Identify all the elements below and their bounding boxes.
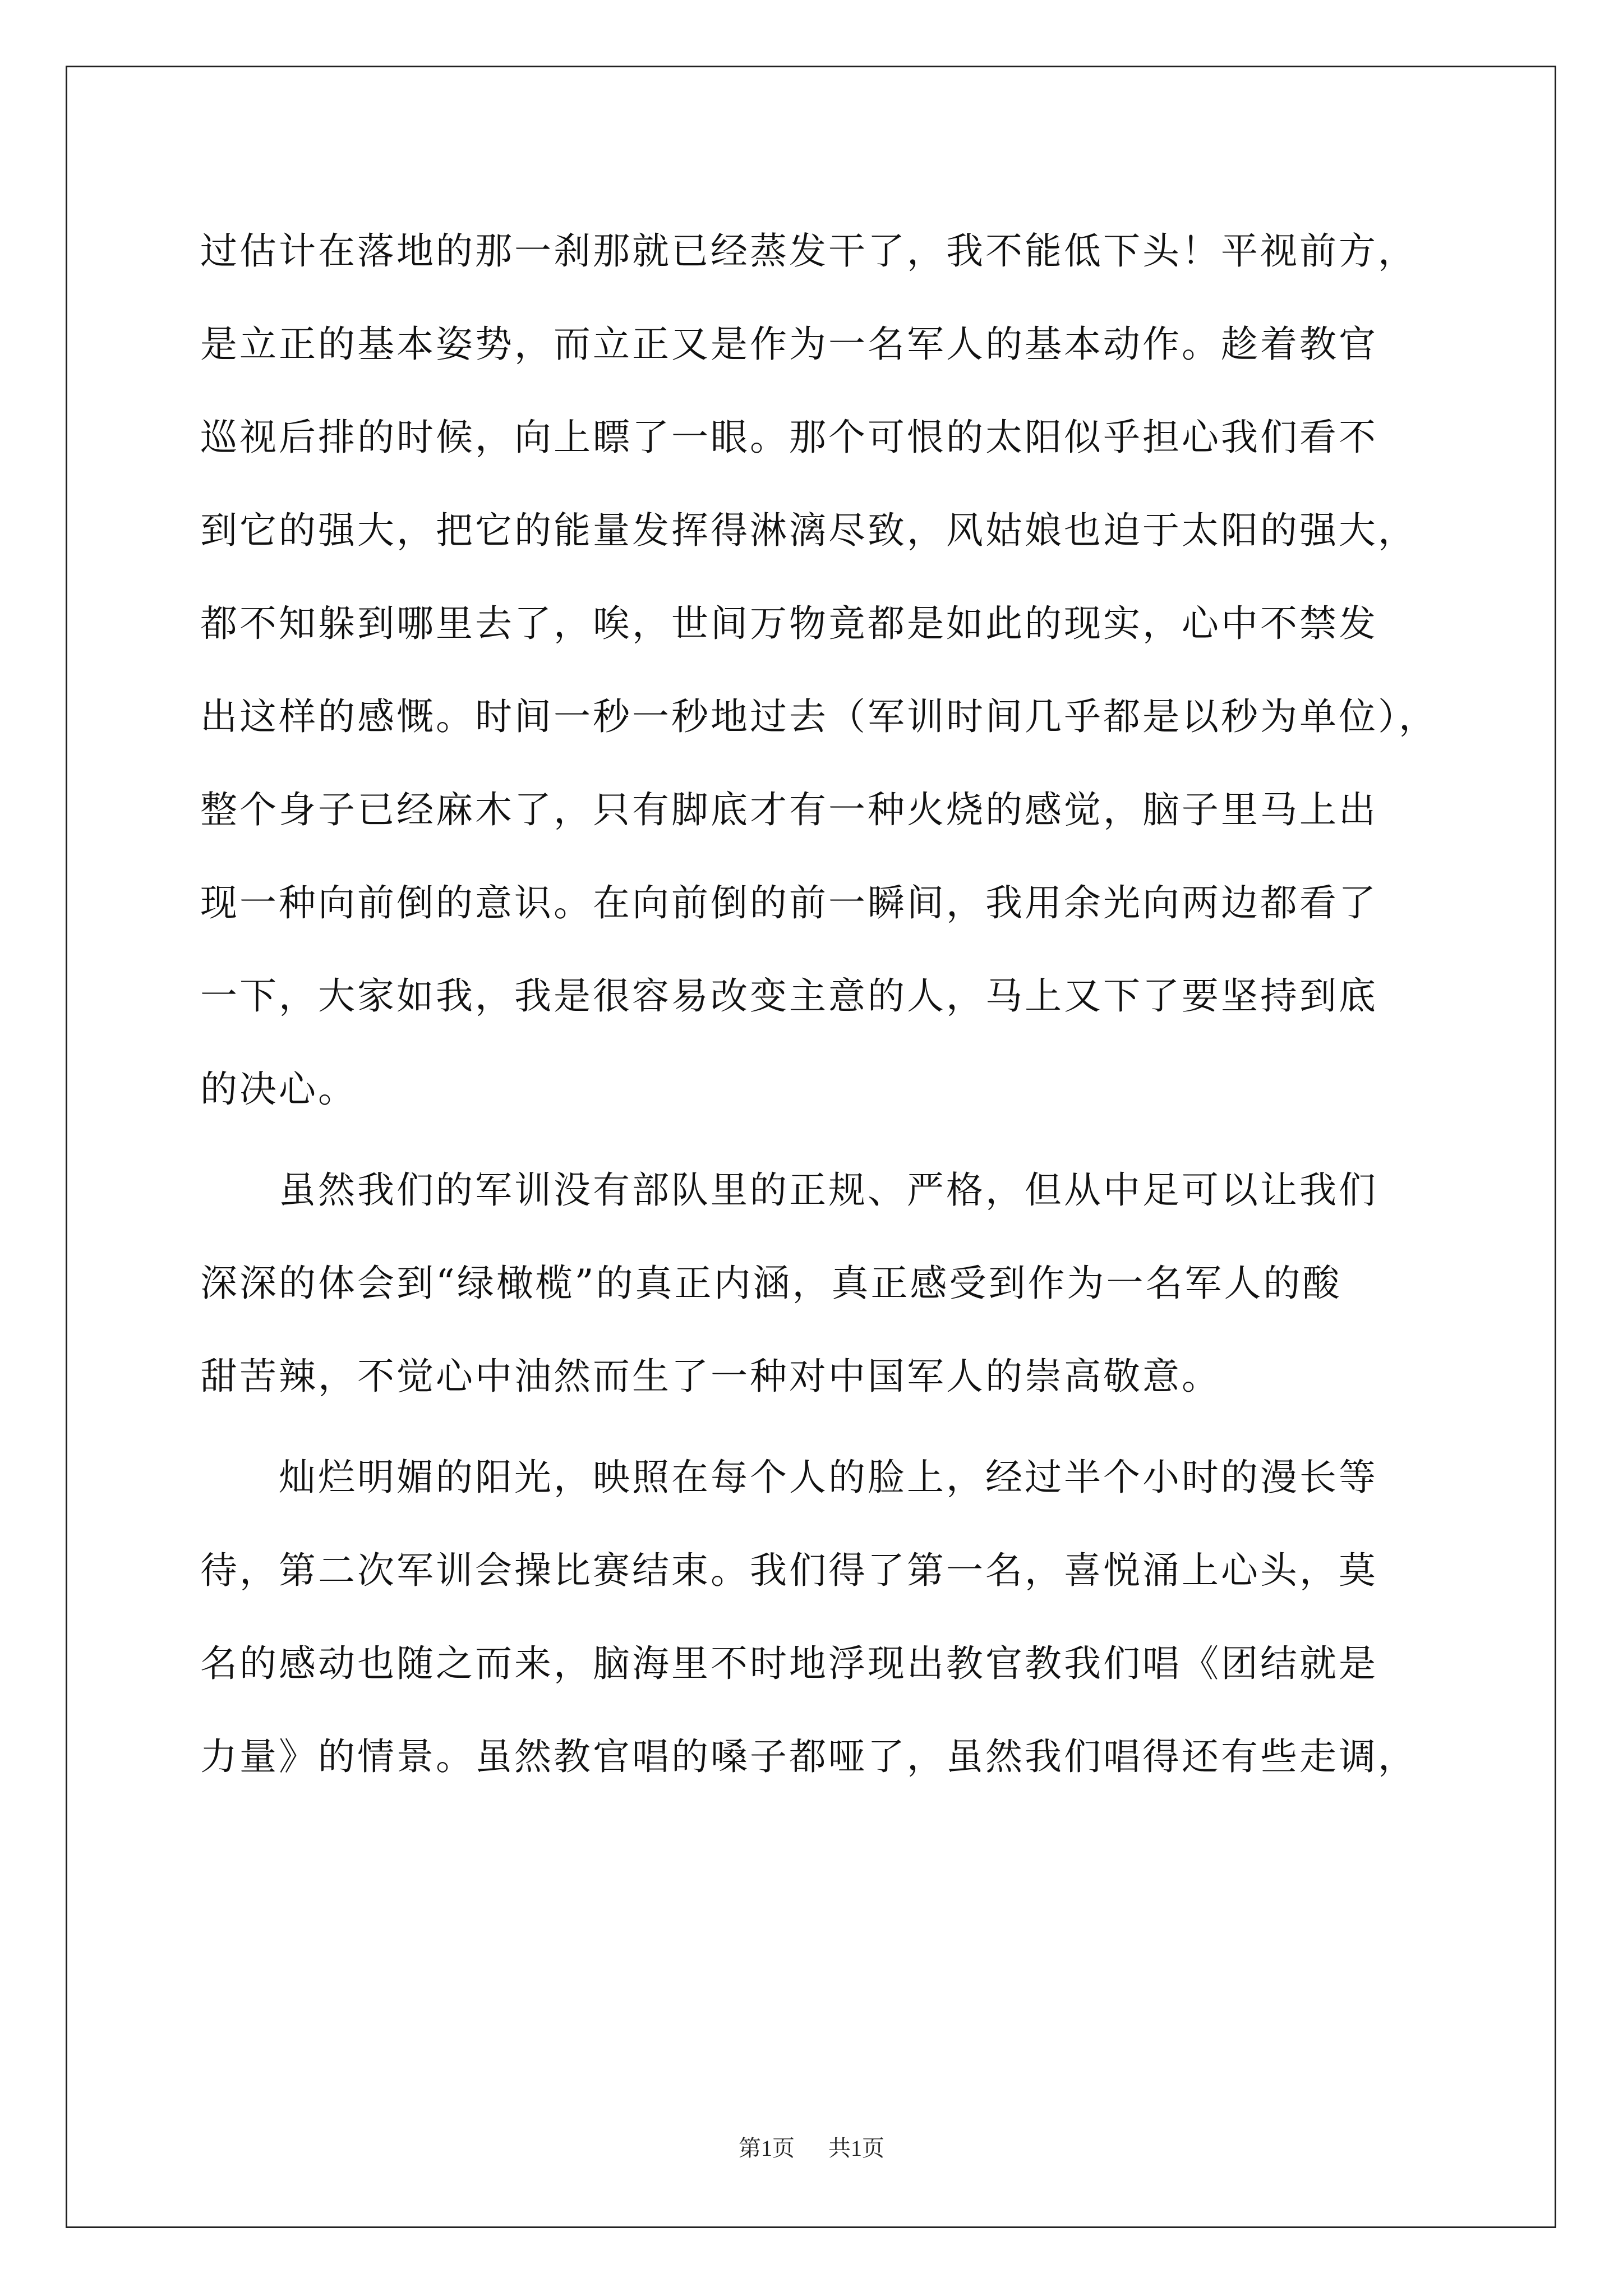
text-line: 出这样的感慨。时间一秒一秒地过去（军训时间几乎都是以秒为单位）， <box>200 695 1438 738</box>
page-number: 第1页 <box>739 2136 795 2161</box>
page-footer <box>0 2132 1623 2165</box>
text-line: 到它的强大，把它的能量发挥得淋漓尽致，风姑娘也迫于太阳的强大， <box>200 509 1417 552</box>
text-line: 待，第二次军训会操比赛结束。我们得了第一名，喜悦涌上心头，莫 <box>200 1549 1378 1592</box>
text-line: 整个身子已经麻木了，只有脚底才有一种火烧的感觉，脑子里马上出 <box>200 788 1378 831</box>
text-line: 都不知躲到哪里去了，唉，世间万物竟都是如此的现实，心中不禁发 <box>200 602 1378 645</box>
text-line: 过估计在落地的那一刹那就已经蒸发干了，我不能低下头！平视前方， <box>200 229 1417 273</box>
text-line: 虽然我们的军训没有部队里的正规、严格，但从中足可以让我们 <box>200 1168 1378 1212</box>
page-total: 共1页 <box>828 2136 884 2161</box>
text-line: 力量》的情景。虽然教官唱的嗓子都哑了，虽然我们唱得还有些走调， <box>200 1735 1417 1778</box>
text-line: 名的感动也随之而来，脑海里不时地浮现出教官教我们唱《团结就是 <box>200 1642 1378 1685</box>
text-line: 巡视后排的时候，向上瞟了一眼。那个可恨的太阳似乎担心我们看不 <box>200 416 1378 459</box>
text-line: 深深的体会到“绿橄榄”的真正内涵，真正感受到作为一名军人的酸 <box>200 1262 1342 1305</box>
body-text <box>200 205 1438 1803</box>
text-line: 甜苦辣，不觉心中油然而生了一种对中国军人的崇高敬意。 <box>200 1355 1221 1398</box>
text-line: 是立正的基本姿势，而立正又是作为一名军人的基本动作。趁着教官 <box>200 323 1378 366</box>
text-line: 现一种向前倒的意识。在向前倒的前一瞬间，我用余光向两边都看了 <box>200 881 1378 924</box>
text-line: 一下，大家如我，我是很容易改变主意的人，马上又下了要坚持到底 <box>200 974 1378 1018</box>
text-line: 的决心。 <box>200 1068 357 1111</box>
text-line: 灿烂明媚的阳光，映照在每个人的脸上，经过半个小时的漫长等 <box>200 1456 1378 1499</box>
